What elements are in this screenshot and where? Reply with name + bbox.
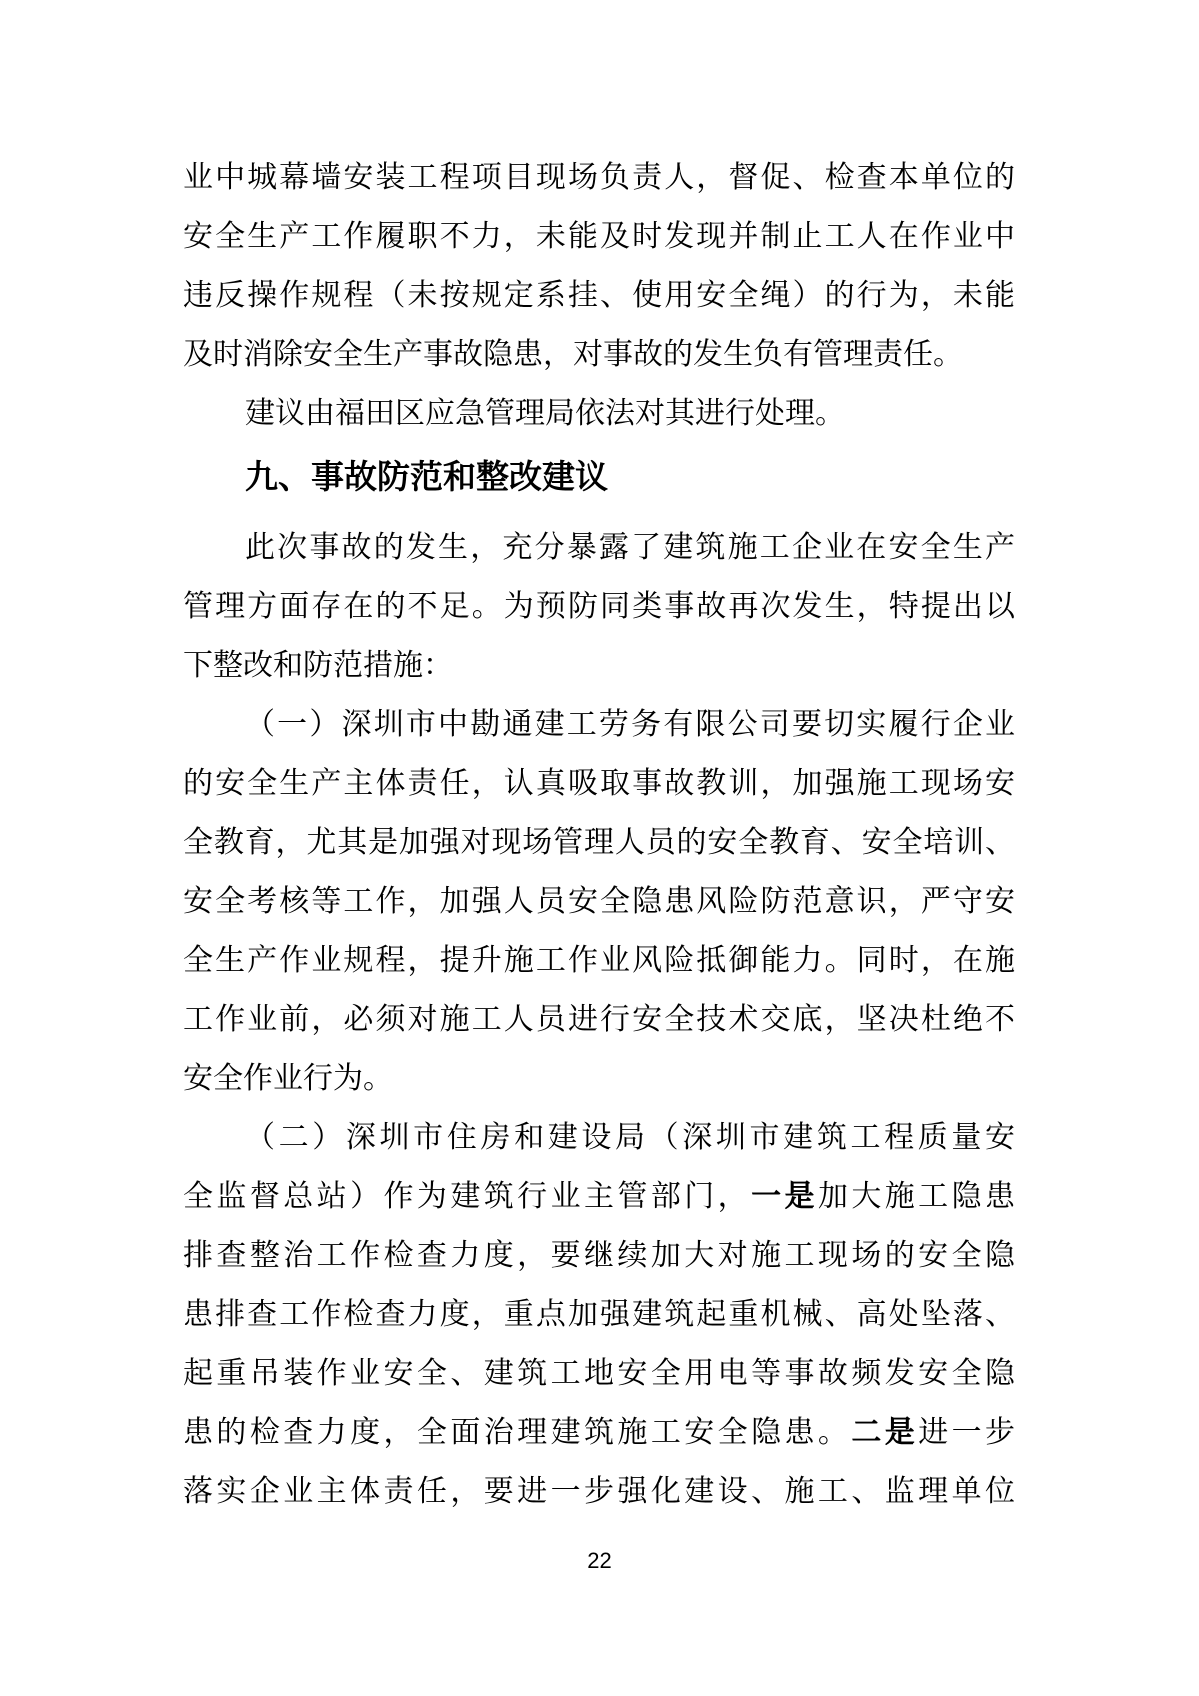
text-segment: 全监督总站）作为建筑行业主管部门， [183,1180,752,1213]
bold-text-segment: 一是 [751,1180,818,1213]
bold-text-segment: 二是 [851,1416,919,1449]
page-number: 22 [587,1548,612,1573]
text-segment: 此次事故的发生，充分暴露了建筑施工企业在安全生产 [245,531,1015,564]
text-segment: 落实企业主体责任，要进一步强化建设、施工、监理单位 [183,1475,1015,1508]
text-segment: 业中城幕墙安装工程项目现场负责人，督促、检查本单位的 [183,161,1015,194]
text-line [183,1344,1015,1403]
text-segment: 安全生产工作履职不力，未能及时发现并制止工人在作业中 [183,220,1015,253]
bold-text-segment: 九、事故防范和整改建议 [245,458,608,495]
text-line [183,577,1015,636]
text-segment: 及时消除安全生产事故隐患，对事故的发生负有管理责任。 [183,338,963,371]
text-line [183,754,1015,813]
text-segment: 加大施工隐患 [817,1180,1016,1213]
text-segment: （二）深圳市住房和建设局（深圳市建筑工程质量安 [245,1121,1015,1154]
document-body [183,148,1015,1521]
text-segment: （一）深圳市中勘通建工劳务有限公司要切实履行企业 [245,708,1015,741]
text-segment: 全教育，尤其是加强对现场管理人员的安全教育、安全培训、 [183,826,1015,859]
text-line [183,518,1015,577]
text-line [183,1226,1015,1285]
text-segment: 安全考核等工作，加强人员安全隐患风险防范意识，严守安 [183,885,1015,918]
text-line [183,1049,1015,1108]
text-line [183,266,1015,325]
text-segment: 排查整治工作检查力度，要继续加大对施工现场的安全隐 [183,1239,1015,1272]
text-line [183,207,1015,266]
text-line [183,636,1015,695]
text-line [183,384,1015,443]
text-line [183,148,1015,207]
text-segment: 管理方面存在的不足。为预防同类事故再次发生，特提出以 [183,590,1015,623]
text-segment: 起重吊装作业安全、建筑工地安全用电等事故频发安全隐 [183,1357,1015,1390]
text-segment: 下整改和防范措施： [183,649,453,682]
text-segment: 患的检查力度，全面治理建筑施工安全隐患。 [183,1416,852,1449]
text-line [183,1285,1015,1344]
text-line [183,325,1015,384]
text-line [183,872,1015,931]
text-segment: 建议由福田区应急管理局依法对其进行处理。 [245,397,845,430]
text-line [183,931,1015,990]
text-line [183,1403,1015,1462]
text-line [183,1167,1015,1226]
text-segment: 进一步 [918,1416,1016,1449]
text-line [183,813,1015,872]
text-segment: 安全作业行为。 [183,1062,393,1095]
text-segment: 的安全生产主体责任，认真吸取事故教训，加强施工现场安 [183,767,1015,800]
text-line [183,1108,1015,1167]
text-line [183,1462,1015,1521]
text-segment: 违反操作规程（未按规定系挂、使用安全绳）的行为，未能 [183,279,1015,312]
section-heading [183,447,1015,506]
text-segment: 全生产作业规程，提升施工作业风险抵御能力。同时，在施 [183,944,1015,977]
text-line [183,695,1015,754]
text-line [183,990,1015,1049]
text-segment: 患排查工作检查力度，重点加强建筑起重机械、高处坠落、 [183,1298,1015,1331]
text-segment: 工作业前，必须对施工人员进行安全技术交底，坚决杜绝不 [183,1003,1015,1036]
